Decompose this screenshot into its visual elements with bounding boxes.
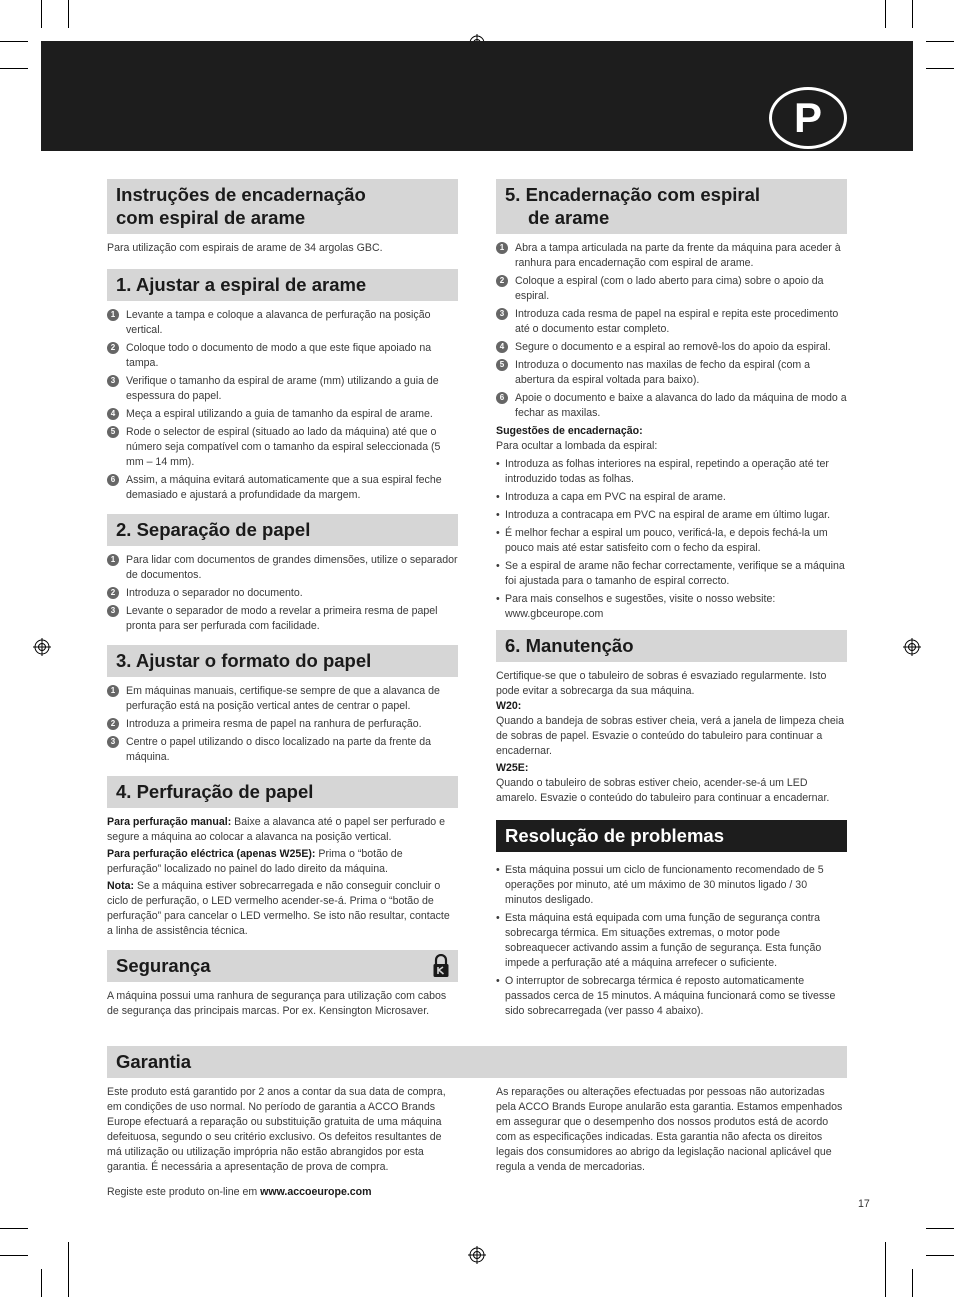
crop-mark	[0, 68, 28, 69]
list-item: 4 Meça a espiral utilizando a guia de tamanho da espiral de arame.	[107, 407, 458, 422]
list-item: 3 Introduza cada resma de papel na espiral e repita este procedimento até o documento estar completo.	[496, 307, 847, 337]
list-item: 2 Introduza a primeira resma de papel na ranhura de perfuração.	[107, 717, 458, 732]
list-item: 5 Introduza o documento nas maxilas de fecho da espiral (com a abertura da espiral voltada para baixo).	[496, 358, 847, 388]
page-number: 17	[858, 1198, 870, 1210]
list-item: 2 Coloque a espiral (com o lado aberto para cima) sobre o apoio da espiral.	[496, 274, 847, 304]
crop-mark	[0, 1228, 28, 1229]
warranty-left	[107, 1085, 458, 1200]
list-item: • Introduza as folhas interiores na espiral, repetindo a operação até ter introduzido todas as folhas.	[496, 458, 829, 485]
crop-mark	[912, 1269, 913, 1297]
step-list	[496, 241, 847, 421]
list-item: • Para mais conselhos e sugestões, visite o nosso website: www.gbceurope.com	[496, 593, 776, 620]
crop-mark	[68, 1242, 69, 1297]
section-heading: 2. Separação de papel	[107, 514, 458, 546]
list-item: • Se a espiral de arame não fechar correctamente, verifique se a máquina foi ajustada para o tamanho de espiral correcto.	[496, 560, 845, 587]
section-heading: 4. Perfuração de papel	[107, 776, 458, 808]
registration-mark-icon	[903, 638, 921, 656]
main-title: Instruções de encadernação com espiral de arame	[107, 179, 458, 234]
list-item: 6 Assim, a máquina evitará automaticamente que a sua espiral feche demasiado e ajustará a profundidade da margem.	[107, 473, 458, 503]
section-heading-dark: Resolução de problemas	[496, 820, 847, 852]
tips-list	[496, 457, 847, 622]
list-item: 1 Em máquinas manuais, certifique-se sempre de que a alavanca de perfuração está na posição vertical antes de centrar o papel.	[107, 684, 458, 714]
language-badge: P	[769, 87, 847, 149]
list-item: 1 Abra a tampa articulada na parte da frente da máquina para aceder à ranhura para encadernação com espiral de arame.	[496, 241, 847, 271]
register-link[interactable]: www.accoeurope.com	[260, 1186, 372, 1198]
list-item: 6 Apoie o documento e baixe a alavanca do lado da máquina de modo a fechar as maxilas.	[496, 391, 847, 421]
section-heading: 3. Ajustar o formato do papel	[107, 645, 458, 677]
list-item: 1 Para lidar com documentos de grandes dimensões, utilize o separador de documentos.	[107, 553, 458, 583]
list-item: • Esta máquina possui um ciclo de funcionamento recomendado de 5 operações por minuto, até um máximo de 30 minutos ligado / 30 minutos desligado.	[496, 864, 824, 906]
paragraph: Certifique-se que o tabuleiro de sobras é esvaziado regularmente. Isto pode evitar a sobrecarga da sua máquina.	[496, 670, 827, 697]
crop-mark	[912, 0, 913, 28]
tips-title: Sugestões de encadernação:	[496, 425, 643, 437]
security-text: A máquina possui uma ranhura de segurança para utilização com cabos de segurança das principais marcas. Por ex. Kensington Microsaver.	[107, 990, 447, 1017]
list-item: • O interruptor de sobrecarga térmica é reposto automaticamente passados cerca de 15 minutos. A máquina funcionará como se tivesse sido sobrecarregada (ver passo 4 abaixo).	[496, 975, 836, 1017]
paragraph: Para perfuração manual: Baixe a alavanca até o papel ser perfurado e segure a máquina ao colocar a alavanca na posição vertical.	[107, 816, 446, 843]
crop-mark	[68, 0, 69, 28]
list-item: • Esta máquina está equipada com uma função de segurança contra sobrecarga térmica. Em situações extremas, o motor pode sobreaquecer activando assim a função de segurança. Esta função impede a perfuração até a máquina arrefecer o suficiente.	[496, 912, 822, 969]
section-heading: 6. Manutenção	[496, 630, 847, 662]
intro-text: Para utilização com espirais de arame de 34 argolas GBC.	[107, 242, 383, 254]
paragraph: Quando o tabuleiro de sobras estiver cheio, acender-se-á um LED amarelo. Esvazie o conteúdo do tabuleiro para continuar a encadernar.	[496, 777, 830, 804]
crop-mark	[41, 1269, 42, 1297]
list-item: 2 Coloque todo o documento de modo a que este fique apoiado na tampa.	[107, 341, 458, 371]
left-column	[107, 179, 458, 1019]
crop-mark	[885, 0, 886, 28]
list-item: 4 Segure o documento e a espiral ao removê-los do apoio da espiral.	[496, 340, 847, 355]
paragraph: Para perfuração eléctrica (apenas W25E): Prima o “botão de perfuração” localizado no painel do lado direito da máquina.	[107, 848, 403, 875]
step-list	[107, 308, 458, 503]
registration-mark-icon	[33, 638, 51, 656]
list-item: 3 Levante o separador de modo a revelar a primeira resma de papel pronta para ser perfurada com facilidade.	[107, 604, 458, 634]
crop-mark	[926, 68, 954, 69]
paragraph: Nota: Se a máquina estiver sobrecarregada e não conseguir concluir o ciclo de perfuração, o LED vermelho acender-se-á. Prima o “botão de perfuração” para cancelar o LED vermelho. Se isto não resultar, contacte a linha de assistência técnica.	[107, 880, 450, 937]
trouble-list	[496, 863, 847, 1019]
section-heading: 1. Ajustar a espiral de arame	[107, 269, 458, 301]
section-heading: 5. Encadernação com espiral de arame	[496, 179, 847, 234]
list-item: 1 Levante a tampa e coloque a alavanca de perfuração na posição vertical.	[107, 308, 458, 338]
right-column	[496, 179, 847, 1022]
list-item: 2 Introduza o separador no documento.	[107, 586, 458, 601]
crop-mark	[926, 1255, 954, 1256]
warranty-heading: Garantia	[107, 1046, 847, 1078]
register-line: Registe este produto on-line em www.accoeurope.com	[107, 1186, 372, 1198]
crop-mark	[0, 41, 28, 42]
registration-mark-icon	[468, 1246, 486, 1264]
model-label: W20:	[496, 700, 522, 712]
section-heading-security: Segurança	[107, 950, 458, 982]
paragraph: As reparações ou alterações efectuadas por pessoas não autorizadas pela ACCO Brands Europe anularão esta garantia. Estamos empenhados em assegurar que o desempenho dos nossos produtos está de acordo com as especificações indicadas. Esta garantia não afecta os direitos legais dos consumidores ao abrigo da legislação nacional aplicável que regula a venda de mercadorias.	[496, 1086, 843, 1173]
model-label: W25E:	[496, 762, 529, 774]
list-item: 3 Centre o papel utilizando o disco localizado na parte da frente da máquina.	[107, 735, 458, 765]
kensington-lock-icon	[432, 954, 450, 978]
section-body	[107, 815, 458, 939]
crop-mark	[41, 0, 42, 28]
warranty-right	[496, 1085, 847, 1175]
step-list	[107, 684, 458, 765]
crop-mark	[926, 1228, 954, 1229]
paragraph: Quando a bandeja de sobras estiver cheia, verá a janela de limpeza cheia de sobras de papel. Esvazie o conteúdo do tabuleiro para continuar a encadernar.	[496, 715, 845, 757]
crop-mark	[926, 41, 954, 42]
list-item: 3 Verifique o tamanho da espiral de arame (mm) utilizando a guia de espessura do papel.	[107, 374, 458, 404]
crop-mark	[885, 1242, 886, 1297]
list-item: 5 Rode o selector de espiral (situado ao lado da máquina) até que o número seja compatível com o tamanho da espiral seleccionada (5 mm – 14 mm).	[107, 425, 458, 470]
crop-mark	[0, 1255, 28, 1256]
paragraph: Este produto está garantido por 2 anos a contar da sua data de compra, em condições de uso normal. No período de garantia a ACCO Brands Europe efectuará a reparação ou substituição gratuita de uma máquina defeituosa, segundo o seu critério exclusivo. Os defeitos resultantes de má utilização ou utilização imprópria não estão abrangidos por esta garantia. É necessária a apresentação de prova de compra.	[107, 1086, 446, 1173]
list-item: • É melhor fechar a espiral um pouco, verificá-la, e depois fechá-la um pouco mais até estar satisfeito com o fecho da espiral.	[496, 527, 828, 554]
section-body	[496, 669, 847, 806]
tips-intro: Para ocultar a lombada da espiral:	[496, 440, 658, 452]
list-item: • Introduza a capa em PVC na espiral de arame.	[496, 491, 726, 503]
step-list	[107, 553, 458, 634]
list-item: • Introduza a contracapa em PVC na espiral de arame em último lugar.	[496, 509, 831, 521]
